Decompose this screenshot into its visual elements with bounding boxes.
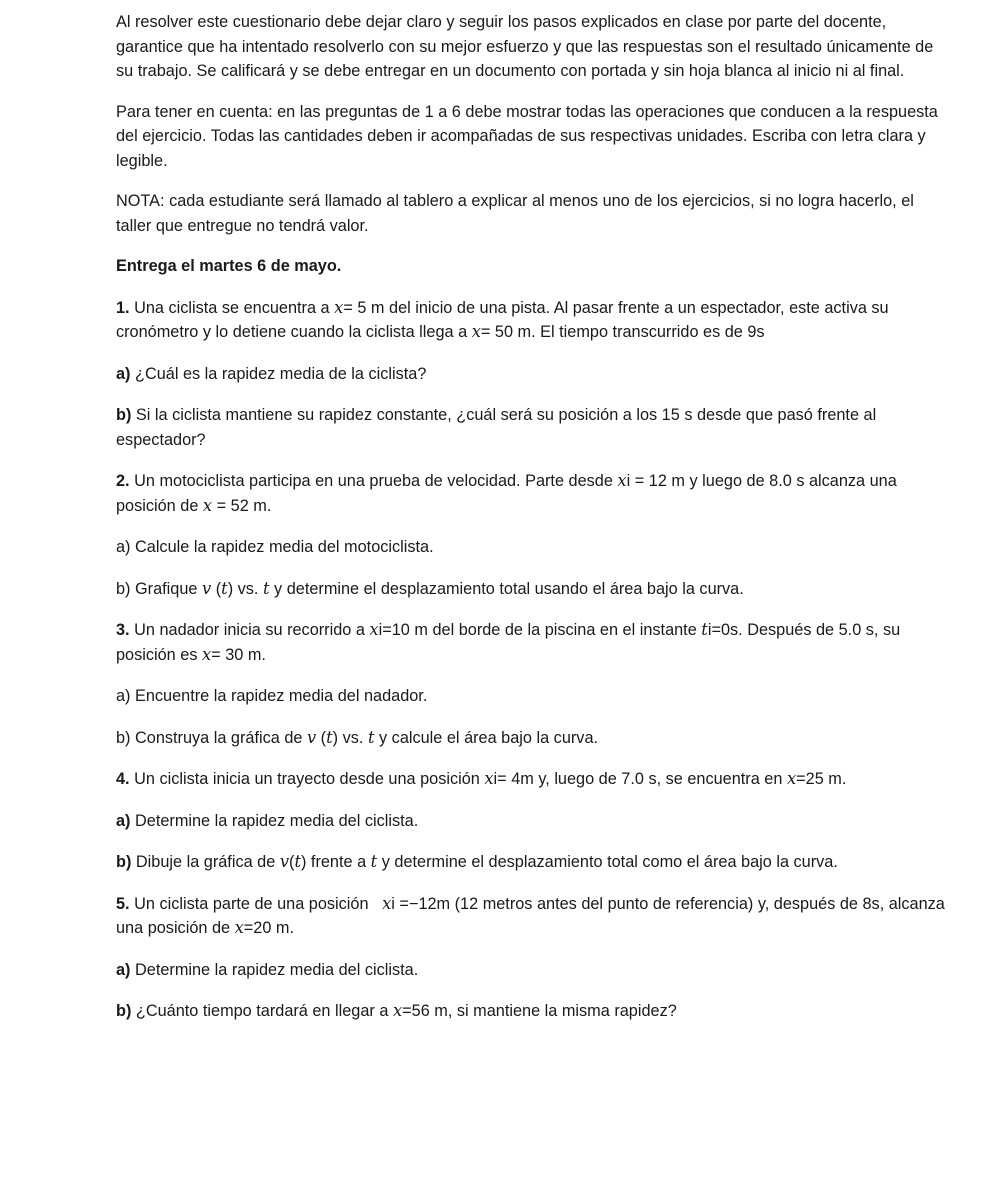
question-text: i=0s. Después de 5.0 s, su posición es <box>116 621 901 664</box>
question-text: = 52 m. <box>212 496 272 515</box>
question-text: i=10 m del borde de la piscina en el instante <box>378 621 702 639</box>
question-text: =20 m. <box>243 919 295 937</box>
question-text: i= 4m y, luego de 7.0 s, se encuentra en <box>493 770 787 788</box>
part-text: ) frente a <box>300 853 371 871</box>
question-1-part-b <box>116 403 947 452</box>
math-variable: x <box>471 322 481 341</box>
math-variable: v <box>279 852 290 871</box>
part-text: Determine la rapidez media del ciclista. <box>130 811 419 830</box>
question-number: 5. <box>116 894 130 913</box>
part-label: a) <box>116 960 131 979</box>
question-text: = 5 m del inicio de una pista. Al pasar frente a un espectador, este activa su cronómetro y lo detiene cuando la ciclista llega a <box>116 298 889 341</box>
part-text: y determine el desplazamiento total como el área bajo la curva. <box>377 853 838 871</box>
question-text: = 30 m. <box>211 645 266 664</box>
question-text: Un nadador inicia su recorrido a <box>129 621 370 639</box>
part-text: ) vs. <box>227 579 263 598</box>
math-variable: t <box>367 727 375 747</box>
math-variable: x <box>369 620 379 639</box>
math-variable: t <box>701 620 708 639</box>
part-text: y determine el desplazamiento total usando el área bajo la curva. <box>269 579 744 598</box>
question-text: = 50 m. El tiempo transcurrido es de 9s <box>480 323 765 341</box>
question-5-part-b <box>116 999 947 1024</box>
part-text: =56 m, si mantiene la misma rapidez? <box>402 1002 677 1020</box>
question-number: 2. <box>116 472 130 490</box>
question-text: Un motociclista participa en una prueba de velocidad. Parte desde <box>129 472 618 490</box>
math-variable: x <box>234 918 244 937</box>
math-variable: t <box>326 727 333 747</box>
part-text: y calcule el área bajo la curva. <box>374 728 599 747</box>
question-2-part-a: a) Calcule la rapidez media del motociclista. <box>116 538 434 556</box>
question-text: i = 12 m y luego de 8.0 s alcanza una posición de <box>116 472 897 515</box>
part-text: ( <box>316 728 327 747</box>
question-1-part-a <box>116 362 947 387</box>
question-number: 1. <box>116 298 130 317</box>
intro-paragraph-considerations: Para tener en cuenta: en las preguntas de 1 a 6 debe mostrar todas las operaciones que conducen a la respuesta del ejercicio. Todas las cantidades deben ir acompañadas de sus respectivas unidades. Escriba con letra clara y legible. <box>116 102 938 170</box>
question-3-part-b <box>116 726 947 751</box>
question-text: Una ciclista se encuentra a <box>129 298 335 317</box>
math-variable: x <box>484 769 494 788</box>
math-variable: x <box>201 644 212 664</box>
math-variable: x <box>392 1001 403 1020</box>
part-text: ( <box>211 579 222 598</box>
math-variable: t <box>294 852 301 871</box>
part-text: ( <box>289 853 295 871</box>
part-label: a) <box>116 364 131 383</box>
math-variable: x <box>334 297 344 317</box>
question-5 <box>116 892 947 941</box>
part-text: Dibuje la gráfica de <box>131 853 280 871</box>
question-number: 4. <box>116 770 130 788</box>
question-3-part-a: a) Encuentre la rapidez media del nadador. <box>116 687 428 705</box>
math-variable: t <box>262 578 270 598</box>
due-date-heading: Entrega el martes 6 de mayo. <box>116 257 342 275</box>
question-text: Un ciclista inicia un trayecto desde una posición <box>129 770 485 788</box>
part-label: b) <box>116 406 132 424</box>
question-text: =25 m. <box>796 770 847 788</box>
question-number: 3. <box>116 621 130 639</box>
intro-paragraph-instructions: Al resolver este cuestionario debe dejar claro y seguir los pasos explicados en clase por parte del docente, garantice que ha intentado resolverlo con su mejor esfuerzo y que las respuestas son el resultado únicamente de su trabajo. Se calificará y se debe entregar en un documento con portada y sin hoja blanca al inicio ni al final. <box>116 13 934 80</box>
question-text: i =−12m (12 metros antes del punto de referencia) y, después de 8s, alcanza una posición de <box>116 894 945 937</box>
part-text: Si la ciclista mantiene su rapidez constante, ¿cuál será su posición a los 15 s desde que pasó frente al espectador? <box>116 406 877 449</box>
question-text: Un ciclista parte de una posición <box>129 894 383 913</box>
part-label: a) <box>116 811 131 830</box>
math-variable: x <box>617 471 627 490</box>
question-2 <box>116 469 947 518</box>
math-variable: x <box>786 769 797 788</box>
part-text: ¿Cuál es la rapidez media de la ciclista? <box>130 364 427 383</box>
math-variable: v <box>306 727 317 747</box>
question-4-part-a <box>116 809 947 834</box>
math-variable: v <box>201 578 212 598</box>
part-text: b) Grafique <box>116 579 202 598</box>
question-4-part-b <box>116 850 947 875</box>
question-5-part-a <box>116 958 947 983</box>
part-text: ) vs. <box>332 728 368 747</box>
intro-paragraph-note: NOTA: cada estudiante será llamado al tablero a explicar al menos uno de los ejercicios, si no logra hacerlo, el taller que entregue no tendrá valor. <box>116 192 914 235</box>
math-variable: t <box>370 852 378 871</box>
math-variable: x <box>382 893 392 913</box>
math-variable: t <box>221 578 228 598</box>
question-2-part-b <box>116 577 947 602</box>
question-3 <box>116 618 947 667</box>
part-text: b) Construya la gráfica de <box>116 728 307 747</box>
question-4 <box>116 767 947 792</box>
math-variable: x <box>202 495 213 515</box>
question-1 <box>116 296 947 345</box>
part-text: ¿Cuánto tiempo tardará en llegar a <box>131 1002 393 1020</box>
part-text: Determine la rapidez media del ciclista. <box>130 960 419 979</box>
part-label: b) <box>116 853 132 871</box>
part-label: b) <box>116 1002 132 1020</box>
